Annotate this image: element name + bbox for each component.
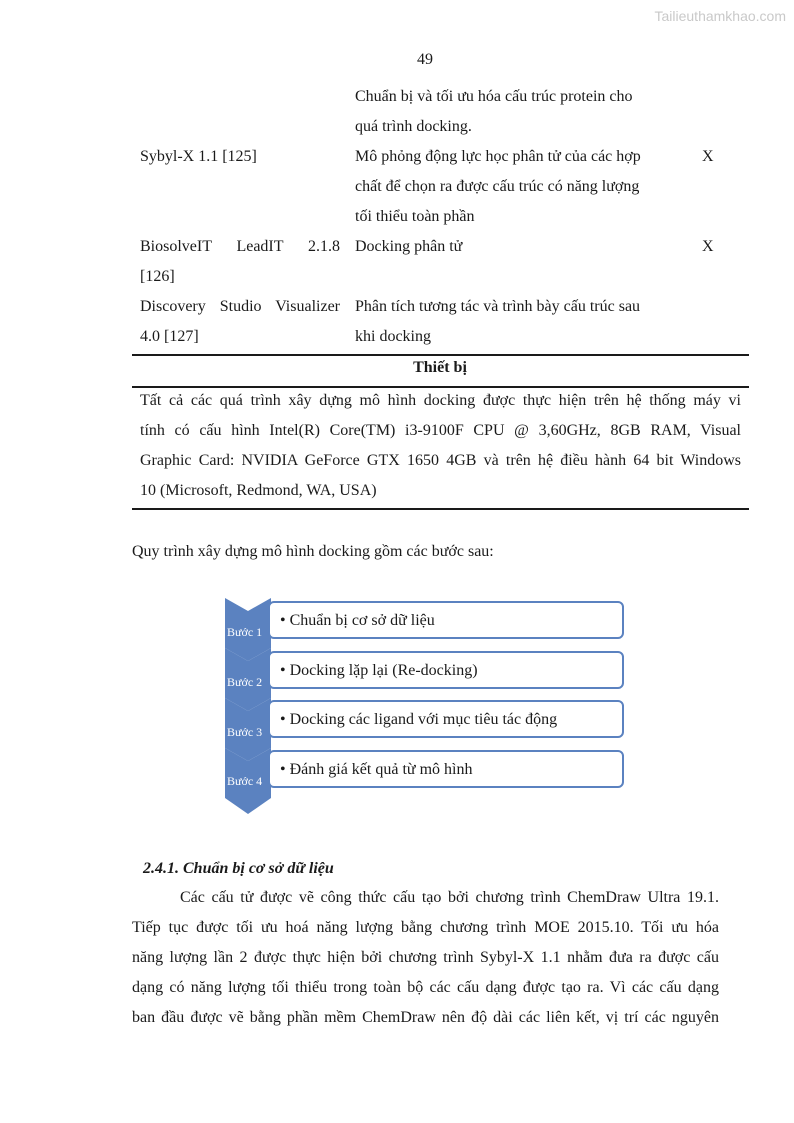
- watermark: Tailieuthamkhao.com: [654, 8, 786, 24]
- page-number: 49: [417, 51, 433, 68]
- step-box: [268, 601, 624, 639]
- step-box: [268, 651, 624, 689]
- table-cell-desc: quá trình docking.: [355, 118, 472, 135]
- section-paragraph-line: Tiếp tục được tối ưu hoá năng lượng bằng chương trình MOE 2015.10. Tối ưu hóa: [132, 919, 719, 936]
- table-cell-desc: tối thiểu toàn phần: [355, 208, 475, 225]
- table-cell-mark: X: [702, 148, 714, 165]
- intro-text: Quy trình xây dựng mô hình docking gồm các bước sau:: [132, 543, 494, 560]
- step-label: Bước 3: [227, 725, 263, 739]
- section-paragraph-line: ban đầu được vẽ bằng phần mềm ChemDraw nên độ dài các liên kết, vị trí các nguyên: [132, 1009, 719, 1026]
- table-cell-desc: Docking phân tử: [355, 238, 463, 255]
- step-box: [268, 750, 624, 788]
- step-text: • Docking lặp lại (Re-docking): [280, 662, 478, 679]
- table-cell-mark: X: [702, 238, 714, 255]
- section-paragraph-line: dạng có năng lượng tối thiểu trong toàn bộ các cấu dạng được tạo ra. Vì các cấu dạng: [132, 979, 719, 996]
- equipment-heading: Thiết bị: [413, 359, 467, 376]
- table-cell-software: [126]: [140, 268, 175, 285]
- table-cell-desc: Phân tích tương tác và trình bày cấu trúc sau: [355, 298, 641, 315]
- step-label: Bước 4: [227, 774, 263, 788]
- table-cell-software: Discovery Studio Visualizer: [140, 298, 340, 315]
- section-heading: 2.4.1. Chuẩn bị cơ sở dữ liệu: [143, 860, 334, 877]
- equipment-text: Tất cả các quá trình xây dựng mô hình docking được thực hiện trên hệ thống máy vi: [140, 392, 741, 409]
- step-label: Bước 2: [227, 675, 263, 689]
- step-text: • Docking các ligand với mục tiêu tác động: [280, 711, 558, 728]
- step-text: • Chuẩn bị cơ sở dữ liệu: [280, 612, 435, 629]
- section-paragraph-line: Các cấu tử được vẽ công thức cấu tạo bởi chương trình ChemDraw Ultra 19.1.: [180, 889, 719, 906]
- section-paragraph-line: năng lượng lần 2 được thực hiện bởi chương trình Sybyl-X 1.1 nhằm đưa ra được cấu: [132, 949, 719, 966]
- equipment-text: Graphic Card: NVIDIA GeForce GTX 1650 4GB và trên hệ điều hành 64 bit Windows: [140, 452, 741, 469]
- table-cell-desc: Chuẩn bị và tối ưu hóa cấu trúc protein cho: [355, 88, 633, 105]
- table-cell-desc: chất để chọn ra được cấu trúc có năng lượng: [355, 178, 640, 195]
- equipment-text: tính có cấu hình Intel(R) Core(TM) i3-9100F CPU @ 3,60GHz, 8GB RAM, Visual: [140, 422, 741, 439]
- table-cell-software: Sybyl-X 1.1 [125]: [140, 148, 257, 165]
- table-cell-software: BiosolveIT LeadIT 2.1.8: [140, 238, 340, 255]
- table-cell-software: 4.0 [127]: [140, 328, 199, 345]
- step-box: [268, 700, 624, 738]
- step-label: Bước 1: [227, 625, 263, 639]
- table-cell-desc: Mô phỏng động lực học phân tử của các hợp: [355, 148, 641, 165]
- step-text: • Đánh giá kết quả từ mô hình: [280, 761, 473, 778]
- equipment-text: 10 (Microsoft, Redmond, WA, USA): [140, 482, 377, 499]
- table-cell-desc: khi docking: [355, 328, 431, 345]
